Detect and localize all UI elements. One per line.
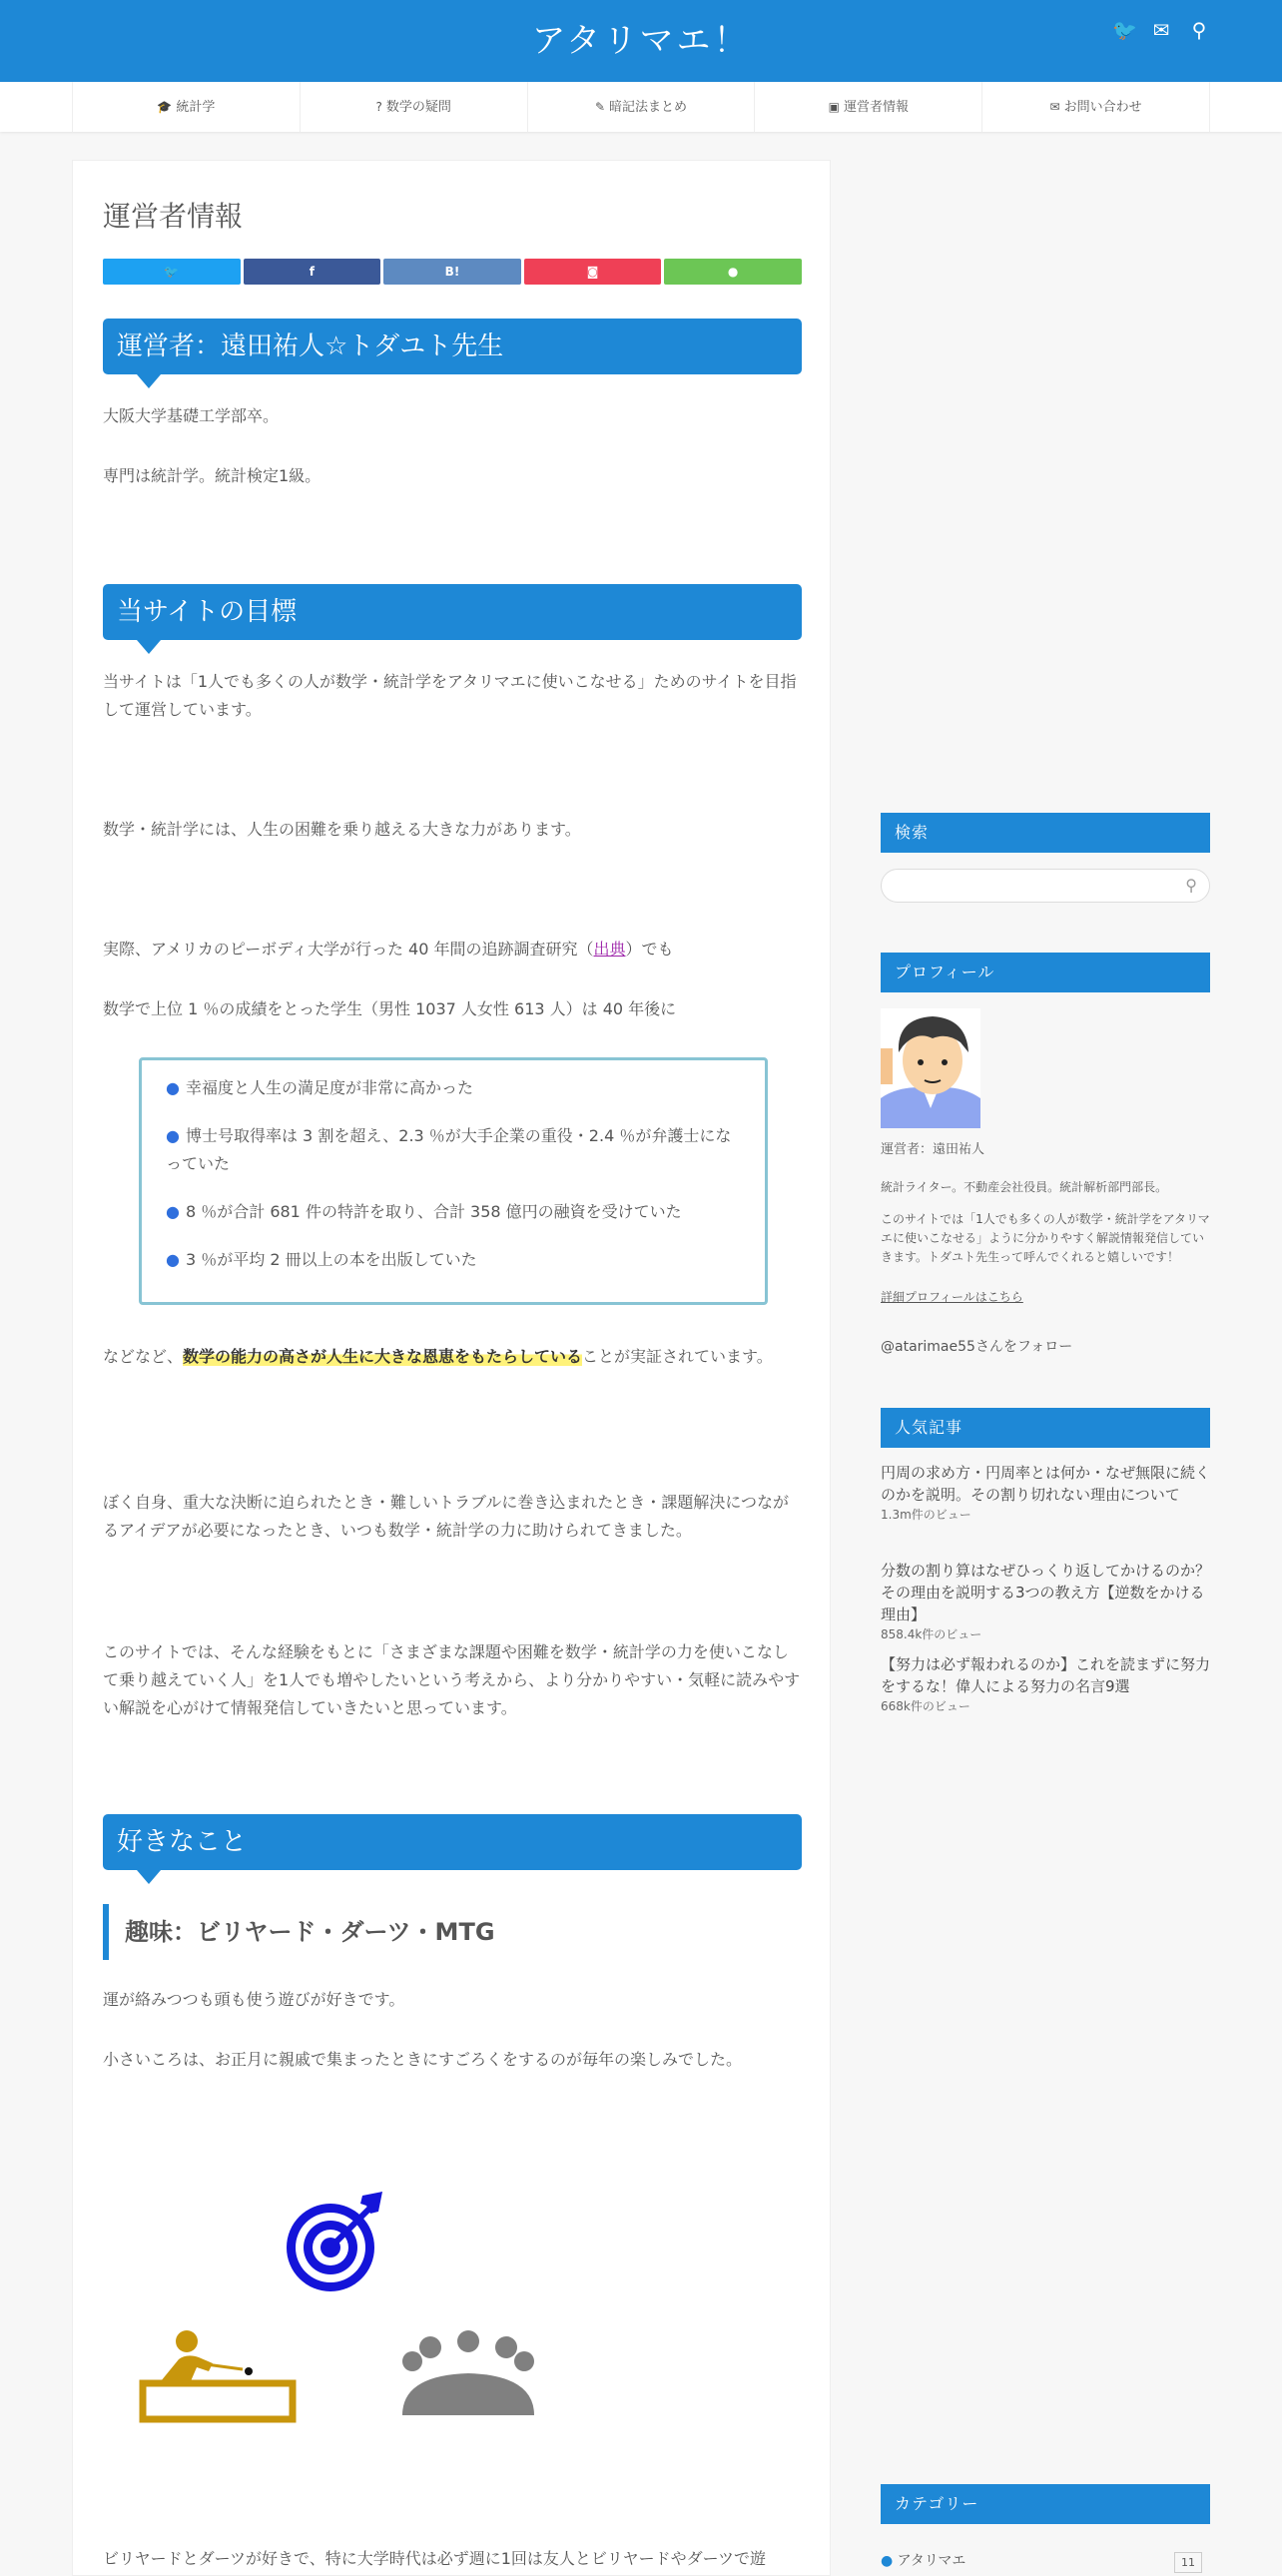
pocket-icon: ◙: [586, 265, 599, 279]
widget-title-category: カテゴリー: [881, 2484, 1210, 2524]
list-item: ● 博士号取得率は 3 割を超え、2.3 ％が大手企業の重役・2.4 ％が弁護士になっていた: [166, 1126, 732, 1173]
site-header: [0, 0, 1282, 82]
search-input[interactable]: [881, 869, 1210, 903]
envelope-icon: ✉: [1049, 100, 1060, 114]
billiards-icon: [139, 2325, 299, 2425]
paragraph-games: 運が絡みつつも頭も使う遊びが好きです。: [103, 1990, 405, 2009]
heading-operator: 運営者：遠田祐人☆トダユト先生: [103, 319, 802, 374]
nav-item-contact[interactable]: ✉ お問い合わせ: [981, 82, 1210, 132]
profile-detail-link[interactable]: 詳細プロフィールはこちら: [881, 1290, 1023, 1304]
share-twitter-button[interactable]: [103, 259, 241, 285]
category-item[interactable]: ● アタリマエ 11: [881, 2552, 1210, 2571]
nav-item-math-questions[interactable]: ? 数学の疑問: [300, 82, 527, 132]
graduation-cap-icon: 🎓: [157, 100, 173, 114]
list-item: ● 8 ％が合計 681 件の特許を取り、合計 358 億円の融資を受けていた: [166, 1202, 682, 1221]
widget-title-search: 検索: [881, 813, 1210, 853]
paragraph-goal: 当サイトは「1人でも多くの人が数学・統計学をアタリマエに使いこなせる」ためのサイトを目指して運営しています。: [103, 672, 797, 719]
widget-title-profile: プロフィール: [881, 953, 1210, 992]
paragraph-self: ぼく自身、重大な決断に迫られたとき・難しいトラブルに巻き込まれたとき・課題解決につながるアイデアが必要になったとき、いつも数学・統計学の力に助けられてきました。: [103, 1493, 790, 1540]
popular-item[interactable]: 分数の割り算はなぜひっくり返してかけるのか？その理由を説明する3つの教え方【逆数をかける理由】 858.4k件のビュー: [881, 1562, 1211, 1641]
popular-item[interactable]: 【努力は必ず報われるのか】これを読まずに努力をするな！偉人による努力の名言9選 668k件のビュー: [881, 1655, 1211, 1713]
paragraph-study: 実際、アメリカのピーボディ大学が行った 40 年間の追跡調査研究（出典）でも: [103, 940, 674, 959]
results-list: [139, 1057, 768, 1305]
widget-title-popular: 人気記事: [881, 1408, 1210, 1448]
bullet-icon: ●: [166, 1078, 180, 1097]
mail-icon[interactable]: ✉: [1152, 18, 1170, 42]
search-icon[interactable]: ⚲: [1185, 876, 1197, 895]
nav-item-statistics[interactable]: 🎓 統計学: [72, 82, 300, 132]
share-line-button[interactable]: [664, 259, 802, 285]
header-icons: [1112, 18, 1210, 42]
paragraph-top-students: 数学で上位 1 ％の成績をとった学生（男性 1037 人女性 613 人）は 40 年後に: [103, 999, 677, 1018]
heading-site-goal: 当サイトの目標: [103, 584, 802, 640]
global-nav: [0, 82, 1282, 132]
avatar: [881, 1008, 980, 1128]
nav-item-memorization[interactable]: ✎ 暗記法まとめ: [527, 82, 755, 132]
paragraph-conclusion: などなど、数学の能力の高さが人生に大きな恩恵をもたらしていることが実証されています。: [103, 1347, 773, 1366]
nav-item-operator-info[interactable]: ▣ 運営者情報: [754, 82, 981, 132]
article-main: [72, 160, 831, 2576]
line-icon: ●: [727, 265, 739, 279]
paragraph-childhood: 小さいころは、お正月に親戚で集まったときにすごろくをするのが毎年の楽しみでした。: [103, 2050, 743, 2069]
bullet-icon: ●: [166, 1126, 180, 1145]
profile-description: このサイトでは「1人でも多くの人が数学・統計学をアタリマエに使いこなせる」ように分かりやすく解説情報発信していきます。トダユト先生って呼んでくれると嬉しいです！: [881, 1212, 1210, 1264]
profile-name: 運営者：遠田祐人: [881, 1142, 985, 1157]
share-hatena-button[interactable]: [383, 259, 521, 285]
category-icon: ●: [881, 2553, 894, 2569]
share-facebook-button[interactable]: [244, 259, 381, 285]
paragraph-power: 数学・統計学には、人生の困難を乗り越える大きな力があります。: [103, 820, 581, 839]
heading-likes: 好きなこと: [103, 1814, 802, 1870]
source-link[interactable]: 出典: [593, 940, 626, 959]
follow-link[interactable]: @atarimae55さんをフォロー: [881, 1339, 1073, 1355]
category-count: 11: [1174, 2552, 1202, 2573]
profile-role: 統計ライター。不動産会社役員。統計解析部門部長。: [881, 1180, 1168, 1194]
group-meeting-icon: [398, 2325, 538, 2425]
site-title[interactable]: アタリマエ！: [531, 21, 751, 61]
highlight-text: 数学の能力の高さが人生に大きな恩恵をもたらしている: [183, 1347, 583, 1366]
popular-item[interactable]: 円周の求め方・円周率とは何か・なぜ無限に続くのかを説明。その割り切れない理由について 1.3m件のビュー: [881, 1464, 1211, 1522]
share-buttons: [103, 259, 802, 285]
bullet-icon: ●: [166, 1250, 180, 1269]
heading-hobby: 趣味：ビリヤード・ダーツ・MTG: [103, 1904, 802, 1960]
facebook-icon: f: [309, 265, 315, 279]
paragraph-education: 大阪大学基礎工学部卒。: [103, 406, 280, 425]
twitter-icon[interactable]: 🐦: [1112, 18, 1137, 42]
share-pocket-button[interactable]: [524, 259, 662, 285]
id-card-icon: ▣: [828, 100, 840, 114]
bullet-icon: ●: [166, 1202, 180, 1221]
paragraph-major: 専門は統計学。統計検定1級。: [103, 466, 321, 485]
question-circle-icon: ?: [375, 100, 382, 114]
hatena-icon: B!: [444, 265, 460, 279]
dartboard-icon: [283, 2188, 392, 2297]
search-icon[interactable]: ⚲: [1191, 18, 1207, 42]
list-item: ● 3 ％が平均 2 冊以上の本を出版していた: [166, 1250, 477, 1269]
paragraph-last: ビリヤードとダーツが好きで、特に大学時代は必ず週に1回は友人とビリヤードやダーツで遊: [103, 2549, 766, 2568]
twitter-icon: 🐦: [164, 265, 180, 279]
paragraph-mission: このサイトでは、そんな経験をもとに「さまざまな課題や困難を数学・統計学の力を使いこなして乗り越えていく人」を1人でも増やしたいという考えから、より分かりやすい・気軽に読みやすい解説を心がけて情報発信していきたいと思っています。: [103, 1642, 801, 1717]
page-title: 運営者情報: [103, 200, 244, 233]
pencil-icon: ✎: [594, 100, 606, 114]
list-item: ● 幸福度と人生の満足度が非常に高かった: [166, 1078, 473, 1097]
